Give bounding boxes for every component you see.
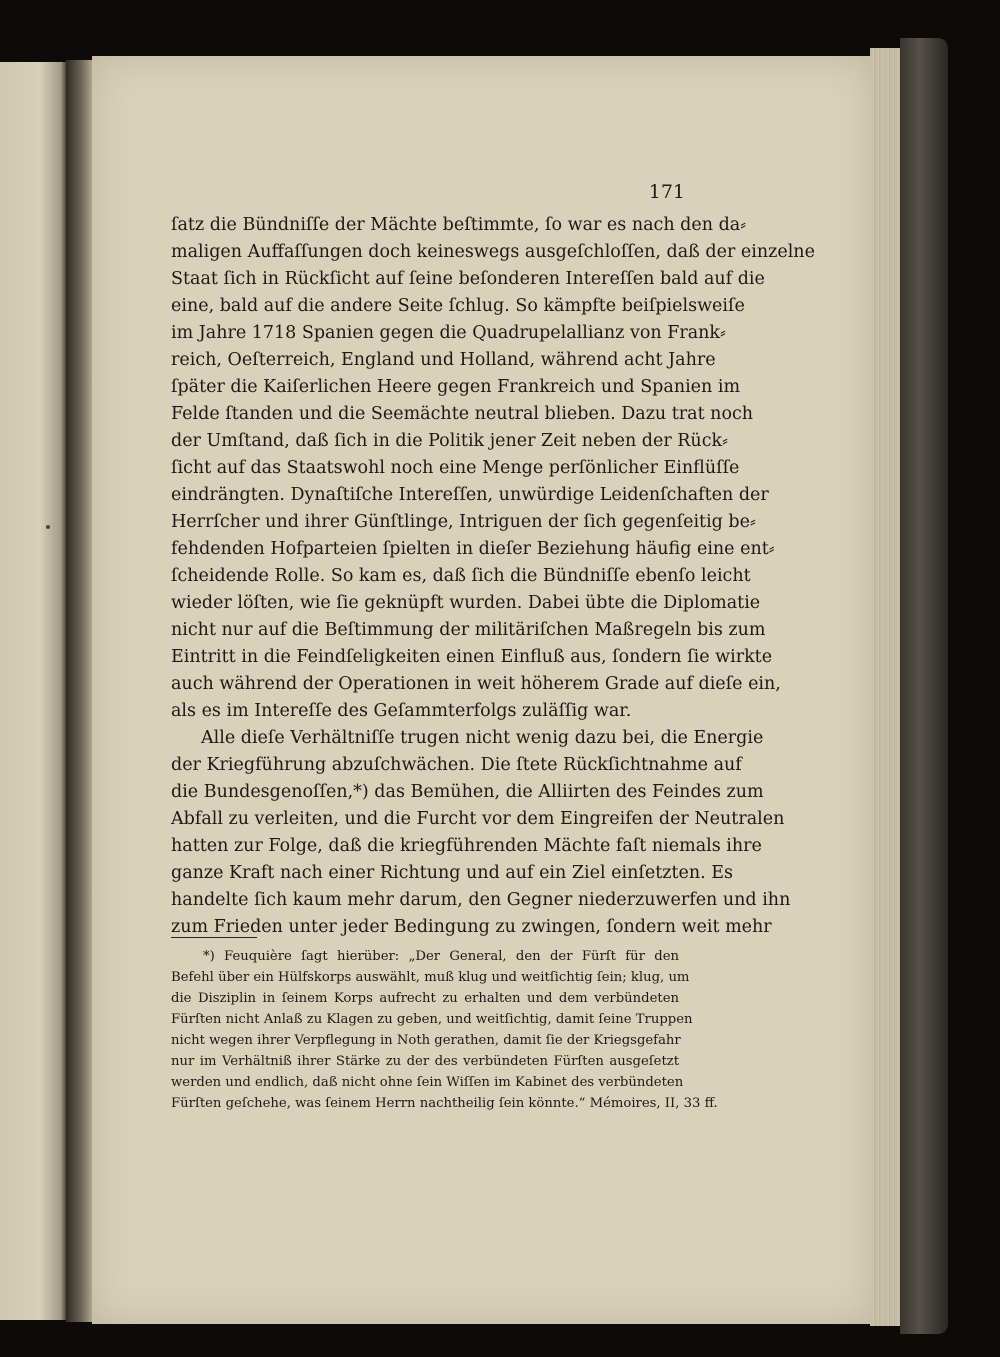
text-line: nicht nur auf die Beſtimmung der militäriſchen Maßregeln bis zum [171,620,766,640]
text-line: Abfall zu verleiten, und die Furcht vor dem Eingreifen der Neutralen [171,809,785,829]
page-stack-edge [870,48,900,1326]
text-line: ganze Kraft nach einer Richtung und auf ein Ziel einſetzten. Es [171,863,733,883]
book-gutter [66,60,94,1322]
text-line: Herrſcher und ihrer Günſtlinge, Intriguen der ſich gegenſeitig be⸗ [171,512,756,532]
footnote-line: werden und endlich, daß nicht ohne ſein Wiſſen im Kabinet des verbündeten [171,1075,684,1090]
page-speck [46,525,50,529]
text-line: die Bundesgenoſſen,*) das Bemühen, die Alliirten des Feindes zum [171,782,764,802]
text-line: im Jahre 1718 Spanien gegen die Quadrupelallianz von Frank⸗ [171,323,726,343]
text-line: Alle dieſe Verhältniſſe trugen nicht wenig dazu bei, die Energie [201,728,764,748]
footnote-line: Fürſten nicht Anlaß zu Klagen zu geben, und weitſichtig, damit ſeine Truppen [171,1012,693,1027]
footnote-line: Fürſten geſchehe, was ſeinem Herrn nachtheilig ſein könnte.“ Mémoires, II, 33 ff. [171,1096,718,1111]
main-text-block [171,212,815,941]
text-line: fehdenden Hofparteien ſpielten in dieſer Beziehung häufig eine ent⸗ [171,539,775,559]
footnote-line: nicht wegen ihrer Verpflegung in Noth gerathen, damit ſie der Kriegsgefahr [171,1033,681,1048]
text-line: hatten zur Folge, daß die kriegführenden Mächte faſt niemals ihre [171,836,762,856]
text-line: als es im Intereſſe des Geſammterfolgs zuläſſig war. [171,701,632,721]
footnote-line: die Disziplin in ſeinem Korps aufrecht zu erhalten und dem verbündeten [171,991,679,1006]
text-line: ſcheidende Rolle. So kam es, daß ſich die Bündniſſe ebenſo leicht [171,566,751,586]
text-line: Felde ſtanden und die Seemächte neutral blieben. Dazu trat noch [171,404,754,424]
text-line: handelte ſich kaum mehr darum, den Gegner niederzuwerfen und ihn [171,890,791,910]
text-line: der Kriegführung abzuſchwächen. Die ſtete Rückſichtnahme auf [171,755,742,775]
text-line: auch während der Operationen in weit höherem Grade auf dieſe ein, [171,674,781,694]
text-line: ſatz die Bündniſſe der Mächte beſtimmte, ſo war es nach den da⸗ [171,215,747,235]
text-line: eine, bald auf die andere Seite ſchlug. So kämpfte beiſpielsweiſe [171,296,745,316]
footnote-block [171,946,718,1114]
text-line: der Umſtand, daß ſich in die Politik jener Zeit neben der Rück⸗ [171,431,728,451]
text-line: eindrängten. Dynaſtiſche Intereſſen, unwürdige Leidenſchaften der [171,485,769,505]
footnote-line: Befehl über ein Hülfskorps auswählt, muß klug und weitſichtig ſein; klug, um [171,970,690,985]
book-cover-edge [900,38,948,1334]
text-line: zum Frieden unter jeder Bedingung zu zwingen, ſondern weit mehr [171,917,772,937]
text-line: maligen Auffaſſungen doch keineswegs ausgeſchloſſen, daß der einzelne [171,242,815,262]
text-line: wieder löſten, wie ſie geknüpft wurden. Dabei übte die Diplomatie [171,593,761,613]
text-line: Staat ſich in Rückſicht auf ſeine beſonderen Intereſſen bald auf die [171,269,765,289]
text-line: reich, Oeſterreich, England und Holland, während acht Jahre [171,350,716,370]
text-line: ſicht auf das Staatswohl noch eine Menge perſönlicher Einflüſſe [171,458,740,478]
left-facing-page-edge [0,62,66,1320]
page-number: 171 [648,181,685,203]
footnote-divider [171,937,257,938]
text-line: Eintritt in die Feindſeligkeiten einen Einfluß aus, ſondern ſie wirkte [171,647,773,667]
footnote-line: nur im Verhältniß ihrer Stärke zu der des verbündeten Fürſten ausgeſetzt [171,1054,679,1069]
text-line: ſpäter die Kaiſerlichen Heere gegen Frankreich und Spanien im [171,377,741,397]
footnote-line: *) Feuquière ſagt hierüber: „Der General, den der Fürſt für den [203,949,679,964]
